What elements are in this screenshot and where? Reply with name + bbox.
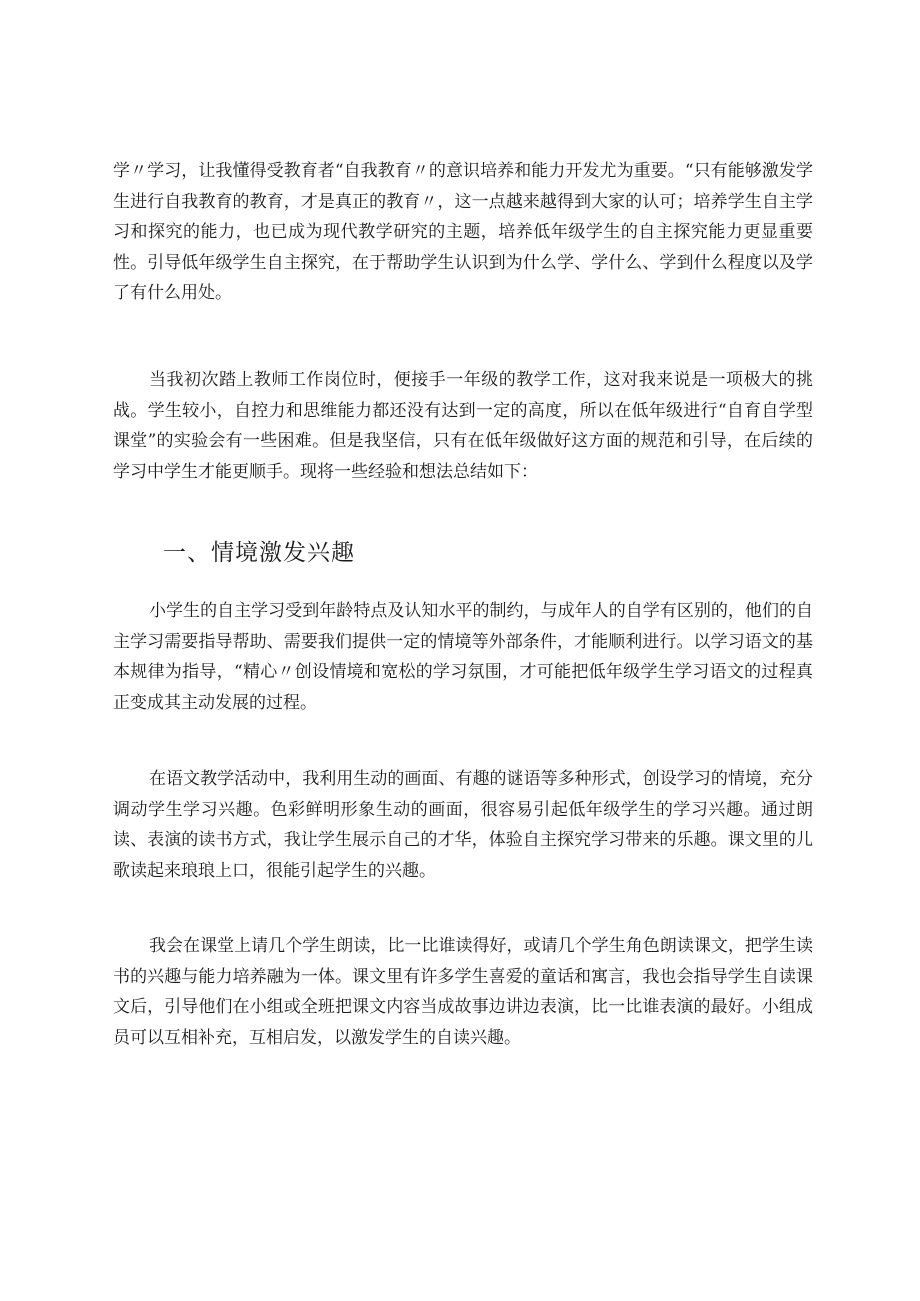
section-heading: 一、情境激发兴趣 [163, 540, 355, 566]
paragraph-reading-aloud: 我会在课堂上请几个学生朗读，比一比谁读得好，或请几个学生角色朗读课文，把学生读书的兴趣与能力培养融为一体。课文里有许多学生喜爱的童话和寓言，我也会指导学生自读课文后，引导他们在小组或全班把课文内容当成故事边讲边表演，比一比谁表演的最好。小组成员可以互相补充，互相启发，以激发学生的自读兴趣。 [113, 936, 813, 1048]
paragraph-self-learning: 小学生的自主学习受到年龄特点及认知水平的制约，与成年人的自学有区别的，他们的自主学习需要指导帮助、需要我们提供一定的情境等外部条件，才能顺利进行。以学习语文的基本规律为指导，“精心〃创设情境和宽松的学习氛围，才可能把低年级学生学习语文的过程真正变成其主动发展的过程。 [113, 601, 813, 713]
paragraph-teaching-activities: 在语文教学活动中，我利用生动的画面、有趣的谜语等多种形式，创设学习的情境，充分调动学生学习兴趣。色彩鲜明形象生动的画面，很容易引起低年级学生的学习兴趣。通过朗读、表演的读书方式，我让学生展示自己的才华，体验自主探究学习带来的乐趣。课文里的儿歌读起来琅琅上口，很能引起学生的兴趣。 [113, 769, 813, 881]
paragraph-teacher-experience: 当我初次踏上教师工作岗位时，便接手一年级的教学工作，这对我来说是一项极大的挑战。学生较小，自控力和思维能力都还没有达到一定的高度，所以在低年级进行“自育自学型课堂”的实验会有一些困难。但是我坚信，只有在低年级做好这方面的规范和引导，在后续的学习中学生才能更顺手。现将一些经验和想法总结如下： [113, 370, 813, 482]
paragraph-intro-continued: 学〃学习，让我懂得受教育者“自我教育〃的意识培养和能力开发尤为重要。“只有能够激发学生进行自我教育的教育，才是真正的教育〃，这一点越来越得到大家的认可；培养学生自主学习和探究的能力，也已成为现代教学研究的主题，培养低年级学生的自主探究能力更显重要性。引导低年级学生自主探究，在于帮助学生认识到为什么学、学什么、学到什么程度以及学了有什么用处。 [113, 161, 813, 303]
